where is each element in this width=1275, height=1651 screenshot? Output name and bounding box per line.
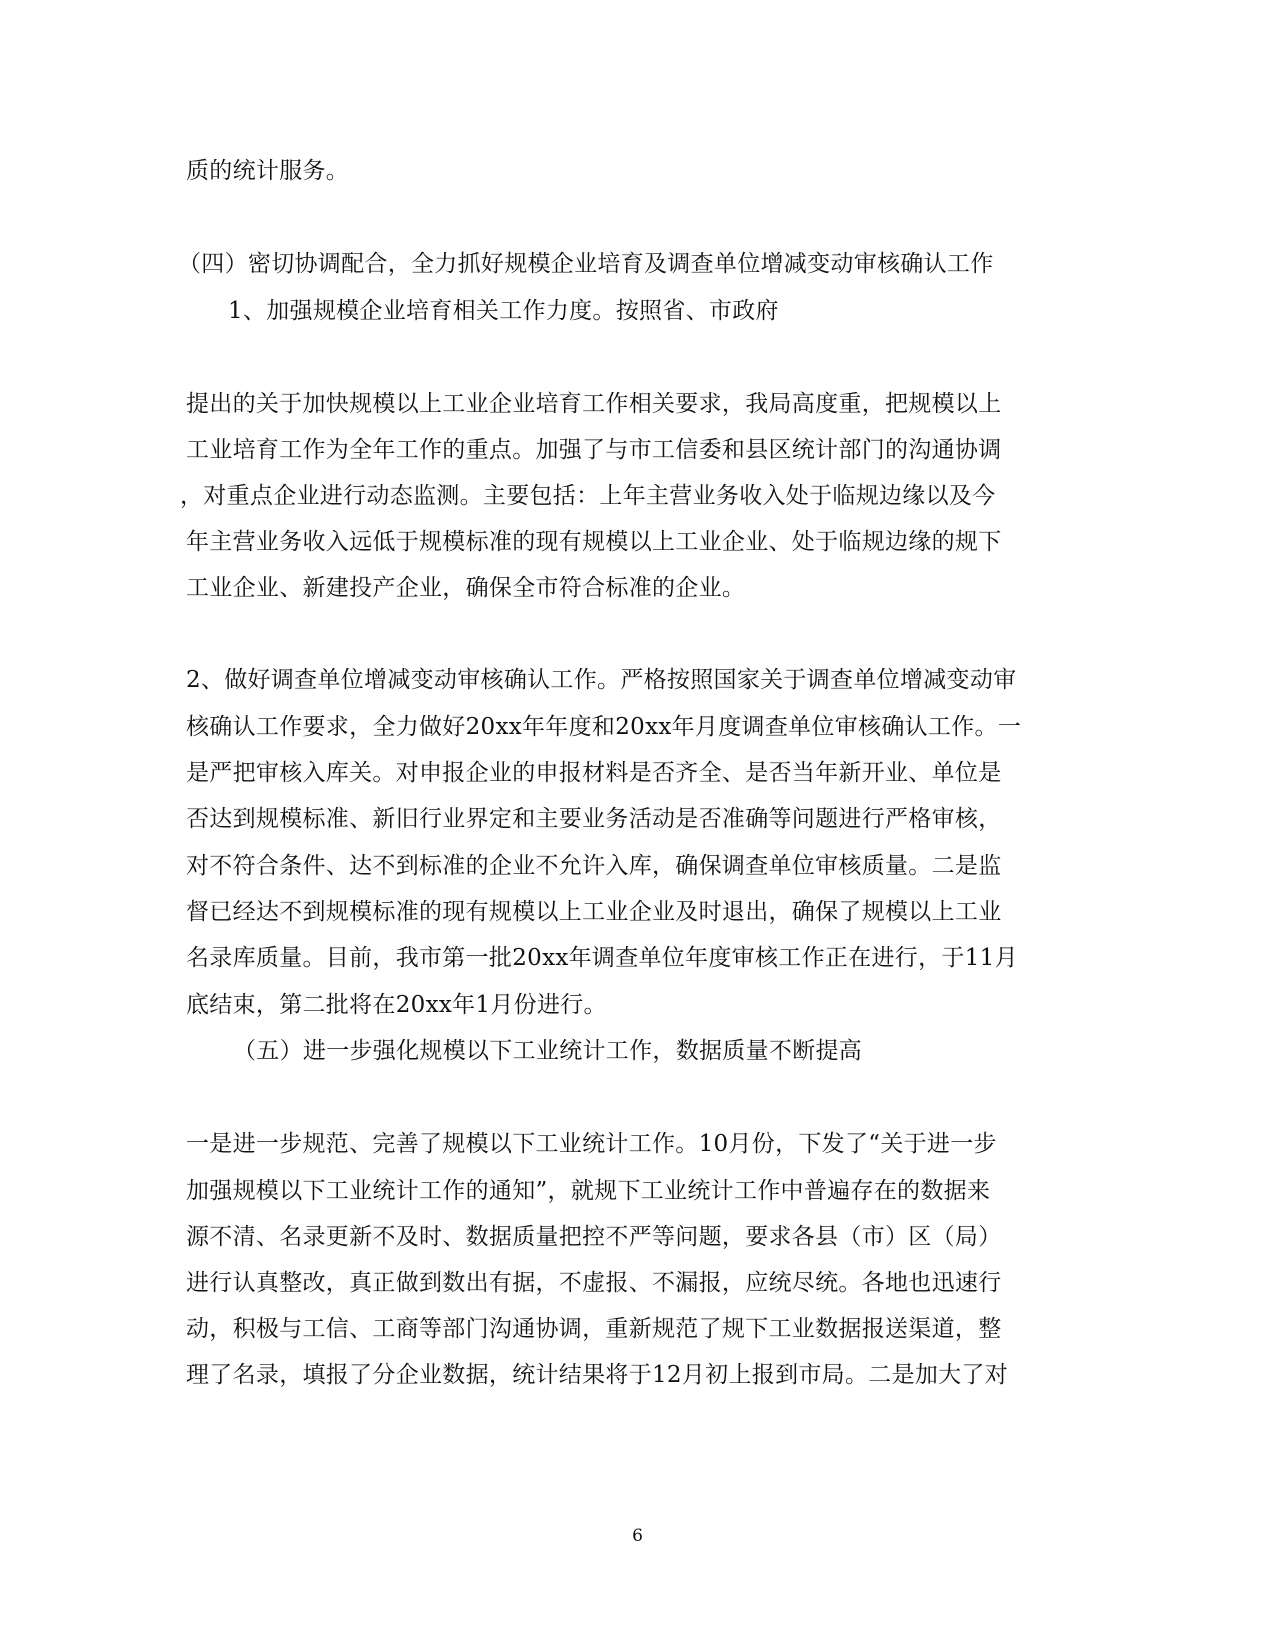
text-line: 底结束，第二批将在20xx年1月份进行。	[186, 992, 607, 1018]
text-line: 质的统计服务。	[186, 158, 350, 184]
text-line: 工业企业、新建投产企业，确保全市符合标准的企业。	[186, 575, 746, 601]
text-line: 核确认工作要求，全力做好20xx年年度和20xx年月度调查单位审核确认工作。一	[186, 714, 1022, 740]
text-line: 进行认真整改，真正做到数出有据，不虚报、不漏报，应统尽统。各地也迅速行	[186, 1270, 1002, 1296]
text-line: 年主营业务收入远低于规模标准的现有规模以上工业企业、处于临规边缘的规下	[186, 529, 1002, 555]
subsection-heading: 1、加强规模企业培育相关工作力度。按照省、市政府	[228, 298, 779, 324]
text-line: ，对重点企业进行动态监测。主要包括：上年主营业务收入处于临规边缘以及今	[180, 483, 996, 509]
text-line: 是严把审核入库关。对申报企业的申报材料是否齐全、是否当年新开业、单位是	[186, 760, 1002, 786]
page-number: 6	[632, 1526, 643, 1546]
text-line: 理了名录，填报了分企业数据，统计结果将于12月初上报到市局。二是加大了对	[186, 1362, 1009, 1388]
text-line: 源不清、名录更新不及时、数据质量把控不严等问题，要求各县（市）区（局）	[186, 1224, 1002, 1250]
text-line: 名录库质量。目前，我市第一批20xx年调查单位年度审核工作正在进行，于11月	[186, 945, 1018, 971]
text-line: 加强规模以下工业统计工作的通知”，就规下工业统计工作中普遍存在的数据来	[186, 1178, 991, 1204]
text-line: 一是进一步规范、完善了规模以下工业统计工作。10月份，下发了“关于进一步	[186, 1131, 997, 1157]
text-line: 动，积极与工信、工商等部门沟通协调，重新规范了规下工业数据报送渠道，整	[186, 1316, 1002, 1342]
section-heading: （四）密切协调配合，全力抓好规模企业培育及调查单位增减变动审核确认工作	[178, 251, 994, 277]
text-line: 提出的关于加快规模以上工业企业培育工作相关要求，我局高度重，把规模以上	[186, 391, 1002, 417]
text-line: 督已经达不到规模标准的现有规模以上工业企业及时退出，确保了规模以上工业	[186, 899, 1002, 925]
subsection-heading: 2、做好调查单位增减变动审核确认工作。严格按照国家关于调查单位增减变动审	[186, 667, 1017, 693]
text-line: 对不符合条件、达不到标准的企业不允许入库，确保调查单位审核质量。二是监	[186, 853, 1002, 879]
text-line: 工业培育工作为全年工作的重点。加强了与市工信委和县区统计部门的沟通协调	[186, 437, 1002, 463]
text-line: 否达到规模标准、新旧行业界定和主要业务活动是否准确等问题进行严格审核，	[186, 806, 1002, 832]
section-heading: （五）进一步强化规模以下工业统计工作，数据质量不断提高	[233, 1038, 863, 1064]
